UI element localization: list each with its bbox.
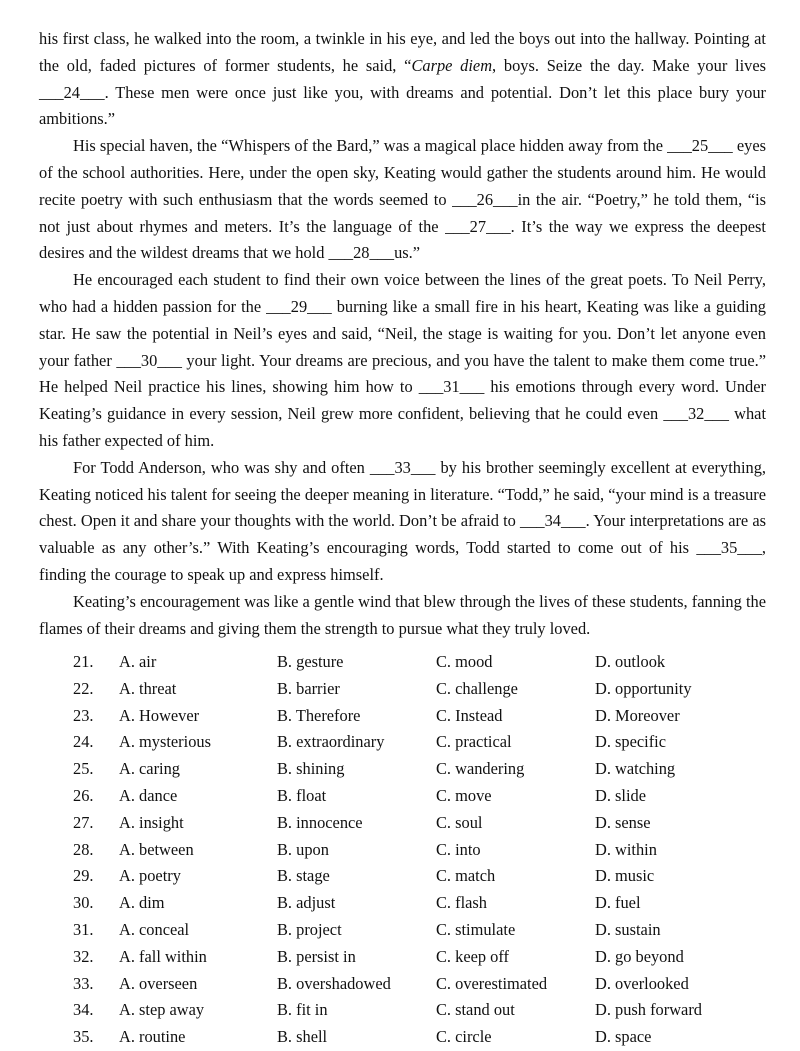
option-b: B. shell [277,1027,328,1047]
option-c: C. Instead [436,705,503,725]
paragraph-text: . It’s the way we express the deepest desires and the wildest dreams that we hold [39,216,766,263]
answer-options [39,649,766,1051]
paragraph-text: . These men were once just like you, with dreams and potential. Don’t let this place bury your ambitions.” [39,82,766,129]
option-d: D. go beyond [595,946,684,966]
option-row-31 [39,917,766,944]
exam-page [39,26,767,1047]
option-d: D. slide [595,785,646,805]
option-c: C. stimulate [436,919,516,939]
option-a: A. threat [119,678,177,698]
option-b: B. shining [277,759,345,779]
blank-26: ___26___ [452,189,518,209]
blank-28: ___28___ [328,243,395,263]
option-b: B. Therefore [277,705,361,725]
paragraph-1 [39,26,766,133]
blank-33: ___33___ [369,457,436,477]
option-c: C. overestimated [436,973,548,993]
option-a: A. poetry [119,866,181,886]
question-number: 21. [73,652,94,671]
option-d: D. opportunity [595,678,692,698]
option-b: B. adjust [277,893,336,913]
option-c: C. stand out [436,1000,515,1020]
option-row-35 [39,1024,766,1051]
option-d: D. outlook [595,652,666,671]
option-c: C. mood [436,652,493,671]
option-c: C. practical [436,732,512,752]
option-d: D. music [595,866,655,886]
paragraph-4 [39,455,766,589]
option-d: D. sense [595,812,651,832]
option-c: C. challenge [436,678,518,698]
option-d: D. space [595,1027,652,1047]
option-c: C. flash [436,893,487,913]
blank-32: ___32___ [663,404,729,424]
option-a: A. step away [119,1000,205,1020]
option-b: B. innocence [277,812,363,832]
paragraph-text: eyes of the school authorities. Here, under the open sky, Keating would gather the students around him. He would recite poetry with such enthusiasm that the words seemed to [39,136,766,209]
option-c: C. wandering [436,759,525,779]
paragraph-text: Keating’s encouragement was like a gentle wind that blew through the lives of these students, fanning the flames of their dreams and giving them the strength to pursue what they truly loved. [39,591,766,638]
paragraph-3 [39,267,766,455]
paragraph-text: by his brother seemingly excellent at everything, Keating noticed his talent for seeing the deeper meaning in literature. “Todd,” he said, “your mind is a treasure chest. Open it and share your thoughts with the world. Don’t be afraid to [39,457,766,531]
paragraph-text: burning like a small fire in his heart, Keating was like a guiding star. He saw the potential in Neil’s eyes and said, “Neil, the stage is waiting for you. Don’t let anyone even your father [39,296,766,370]
paragraph-text: in the air. “Poetry,” he told them, “is not just about rhymes and meters. It’s the language of the [39,189,767,236]
latin-phrase: Carpe diem [411,55,493,75]
paragraph-text: For Todd Anderson, who was shy and often [73,457,370,477]
option-a: A. insight [119,812,184,832]
option-d: D. overlooked [595,973,689,993]
question-number: 24. [73,732,94,752]
option-c: C. into [436,839,481,859]
option-row-23 [39,703,766,730]
option-c: C. circle [436,1027,492,1047]
paragraph-text: his emotions through every word. Under Keating’s guidance in every session, Neil grew more confident, believing that he could even [39,377,766,424]
blank-29: ___29___ [266,296,332,316]
option-a: A. caring [119,759,180,779]
option-c: C. keep off [436,946,509,966]
paragraph-text: . Your interpretations are as valuable as any other’s.” With Keating’s encouraging words, Todd started to come out of his [39,511,766,558]
question-number: 30. [73,893,94,913]
option-d: D. specific [595,732,666,752]
option-a: A. routine [119,1027,186,1047]
option-b: B. gesture [277,652,344,671]
option-c: C. soul [436,812,483,832]
question-number: 29. [73,866,94,886]
question-number: 26. [73,785,94,805]
blank-30: ___30___ [116,350,182,370]
paragraph-text: His special haven, the “Whispers of the Bard,” was a magical place hidden away from the [73,136,668,156]
blank-25: ___25___ [667,136,733,156]
question-number: 22. [73,678,94,698]
option-b: B. persist in [277,946,356,966]
option-a: A. However [119,705,200,725]
option-d: D. fuel [595,893,641,913]
option-b: B. upon [277,839,329,859]
paragraph-text: He encouraged each student to find their own voice between the lines of the great poets. To Neil Perry, who had a hidden passion for the [39,270,766,316]
option-a: A. air [119,652,157,671]
option-row-27 [39,810,766,837]
question-number: 27. [73,812,94,832]
option-b: B. float [277,785,327,805]
option-b: B. barrier [277,678,340,698]
option-row-21 [39,649,766,676]
question-number: 23. [73,705,94,725]
option-b: B. overshadowed [277,973,391,993]
option-c: C. match [436,866,496,886]
option-d: D. within [595,839,657,859]
question-number: 33. [73,973,94,993]
option-a: A. conceal [119,919,190,939]
paragraph-text: , finding the courage to speak up and express himself. [39,538,766,584]
option-row-32 [39,944,766,971]
question-number: 31. [73,919,94,939]
option-row-25 [39,756,766,783]
option-row-33 [39,971,766,998]
option-b: B. stage [277,866,330,886]
blank-31: ___31___ [418,377,485,397]
option-b: B. project [277,919,342,939]
question-number: 28. [73,839,94,859]
option-d: D. sustain [595,919,661,939]
option-a: A. between [119,839,194,859]
blank-34: ___34___ [520,511,586,531]
option-d: D. push forward [595,1000,702,1020]
option-b: B. extraordinary [277,732,385,752]
paragraph-text: , boys. Seize the day. Make your lives [492,55,766,75]
option-d: D. Moreover [595,705,680,725]
blank-27: ___27___ [445,216,511,236]
option-a: A. fall within [119,946,207,966]
paragraph-text: his first class, he walked into the room, a twinkle in his eye, and led the boys out into the hallway. Pointing at the old, faded pictures of former students, he said, “ [39,29,766,75]
option-row-34 [39,997,766,1024]
blank-24: ___24___ [39,82,105,102]
blank-35: ___35___ [696,538,762,558]
option-row-26 [39,783,766,810]
option-b: B. fit in [277,1000,328,1020]
question-number: 25. [73,759,94,779]
option-row-29 [39,863,766,890]
option-row-22 [39,676,766,703]
paragraph-text: your light. Your dreams are precious, and you have the talent to make them come true.” He helped Neil practice his lines, showing him how to [39,350,766,397]
option-row-28 [39,837,766,864]
option-a: A. overseen [119,973,198,993]
paragraph-text: us.” [394,243,421,263]
option-row-30 [39,890,766,917]
option-a: A. dance [119,785,178,805]
option-d: D. watching [595,759,676,779]
question-number: 32. [73,946,94,966]
question-number: 34. [73,1000,94,1020]
option-a: A. mysterious [119,732,211,752]
paragraph-2 [39,133,766,267]
option-c: C. move [436,785,492,805]
cloze-passage [39,26,766,642]
paragraph-5 [39,589,766,643]
paragraph-text: what his father expected of him. [39,404,766,450]
option-a: A. dim [119,893,165,913]
question-number: 35. [73,1027,94,1047]
option-row-24 [39,729,766,756]
